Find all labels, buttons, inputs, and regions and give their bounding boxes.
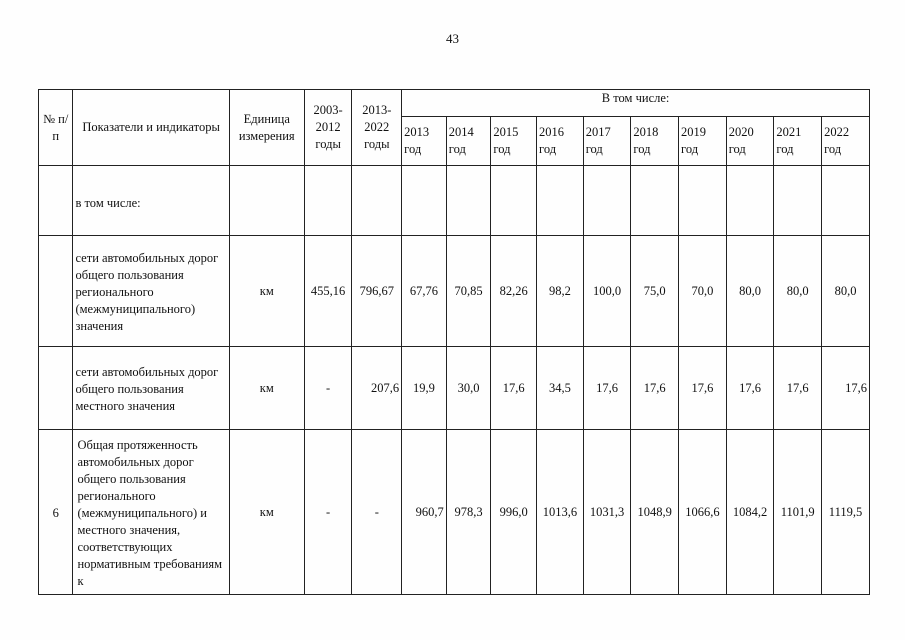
row-value bbox=[537, 166, 584, 236]
row-number: 6 bbox=[39, 430, 73, 595]
row-number bbox=[39, 166, 73, 236]
table-row bbox=[39, 166, 870, 236]
row-indicator: сети автомобильных дорог общего пользования регионального (межмуниципального) значения bbox=[73, 236, 229, 347]
header-period-2: 2013-2022 годы bbox=[352, 90, 402, 166]
row-value: 1119,5 bbox=[822, 430, 870, 595]
table-row bbox=[39, 236, 870, 347]
row-value: 17,6 bbox=[491, 347, 537, 430]
row-value: 1048,9 bbox=[631, 430, 679, 595]
row-value bbox=[446, 166, 491, 236]
row-value: 75,0 bbox=[631, 236, 679, 347]
row-value: 1084,2 bbox=[726, 430, 774, 595]
row-value: 1031,3 bbox=[583, 430, 631, 595]
row-value bbox=[822, 166, 870, 236]
header-year: 2020 год bbox=[726, 117, 774, 166]
row-value: 100,0 bbox=[583, 236, 631, 347]
row-value bbox=[402, 166, 447, 236]
row-value: 70,0 bbox=[679, 236, 727, 347]
row-value: 1066,6 bbox=[679, 430, 727, 595]
row-period-1: 455,16 bbox=[304, 236, 352, 347]
table-row bbox=[39, 430, 870, 595]
row-value: 19,9 bbox=[402, 347, 447, 430]
row-value: 17,6 bbox=[726, 347, 774, 430]
indicators-table bbox=[38, 89, 870, 595]
row-value: 978,3 bbox=[446, 430, 491, 595]
header-unit: Единица измерения bbox=[229, 90, 304, 166]
header-indicators: Показатели и индикаторы bbox=[73, 90, 229, 166]
header-year: 2014 год bbox=[446, 117, 491, 166]
row-value bbox=[774, 166, 822, 236]
table-row bbox=[39, 347, 870, 430]
row-indicator: Общая протяженность автомобильных дорог общего пользования регионального (межмуниципального) и местного значения, соответствующих нормативным требованиям к bbox=[73, 430, 229, 595]
row-value: 82,26 bbox=[491, 236, 537, 347]
row-unit bbox=[229, 166, 304, 236]
row-value bbox=[726, 166, 774, 236]
row-value: 1013,6 bbox=[537, 430, 584, 595]
row-value: 17,6 bbox=[583, 347, 631, 430]
header-including: В том числе: bbox=[402, 90, 870, 117]
header-year: 2017 год bbox=[583, 117, 631, 166]
header-year: 2016 год bbox=[537, 117, 584, 166]
row-period-2: 207,6 bbox=[352, 347, 402, 430]
row-value: 80,0 bbox=[774, 236, 822, 347]
row-value: 80,0 bbox=[726, 236, 774, 347]
header-year: 2018 год bbox=[631, 117, 679, 166]
row-value bbox=[583, 166, 631, 236]
row-number bbox=[39, 347, 73, 430]
row-value: 80,0 bbox=[822, 236, 870, 347]
page-number: 43 bbox=[446, 31, 459, 46]
row-indicator: в том числе: bbox=[73, 166, 229, 236]
row-unit: км bbox=[229, 430, 304, 595]
row-number bbox=[39, 236, 73, 347]
header-year: 2022 год bbox=[822, 117, 870, 166]
row-period-2: 796,67 bbox=[352, 236, 402, 347]
row-value: 67,76 bbox=[402, 236, 447, 347]
row-value: 98,2 bbox=[537, 236, 584, 347]
row-value: 30,0 bbox=[446, 347, 491, 430]
row-value: 1101,9 bbox=[774, 430, 822, 595]
row-value bbox=[631, 166, 679, 236]
header-year: 2015 год bbox=[491, 117, 537, 166]
row-period-1: - bbox=[304, 347, 352, 430]
row-period-1 bbox=[304, 166, 352, 236]
row-unit: км bbox=[229, 347, 304, 430]
row-value: 17,6 bbox=[631, 347, 679, 430]
row-value: 17,6 bbox=[822, 347, 870, 430]
row-value bbox=[679, 166, 727, 236]
header-year: 2021 год bbox=[774, 117, 822, 166]
row-value: 17,6 bbox=[774, 347, 822, 430]
header-num: № п/п bbox=[39, 90, 73, 166]
row-indicator: сети автомобильных дорог общего пользования местного значения bbox=[73, 347, 229, 430]
header-year: 2019 год bbox=[679, 117, 727, 166]
row-unit: км bbox=[229, 236, 304, 347]
row-value bbox=[491, 166, 537, 236]
row-period-1: - bbox=[304, 430, 352, 595]
row-value: 34,5 bbox=[537, 347, 584, 430]
row-value: 996,0 bbox=[491, 430, 537, 595]
row-value: 70,85 bbox=[446, 236, 491, 347]
header-year: 2013 год bbox=[402, 117, 447, 166]
row-period-2: - bbox=[352, 430, 402, 595]
row-period-2 bbox=[352, 166, 402, 236]
header-period-1: 2003-2012 годы bbox=[304, 90, 352, 166]
row-value: 17,6 bbox=[679, 347, 727, 430]
row-value: 960,7 bbox=[402, 430, 447, 595]
